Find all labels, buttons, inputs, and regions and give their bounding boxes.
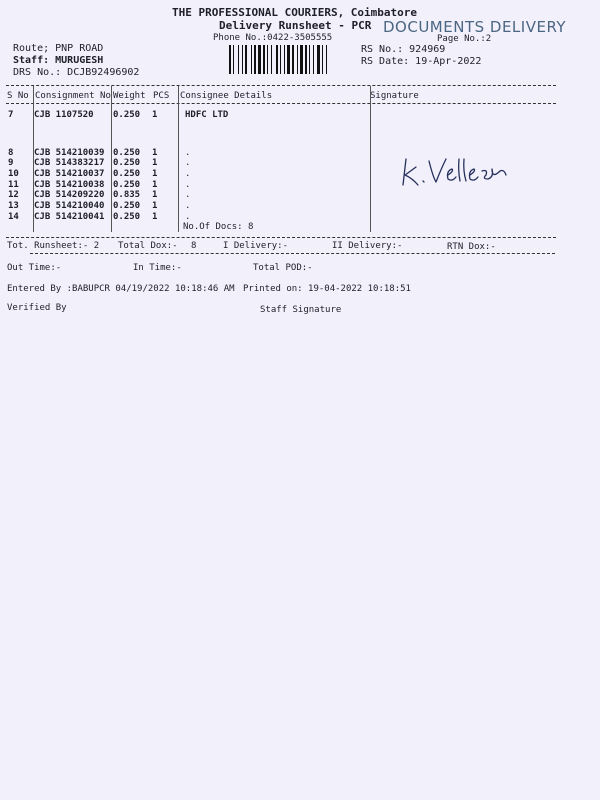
cell-sno: 10: [8, 169, 19, 179]
cell-pcs: 1: [152, 110, 158, 120]
cell-consignment: CJB 514210040: [34, 201, 105, 211]
barcode-bar: [251, 45, 252, 74]
barcode-bar: [258, 45, 261, 74]
barcode-bar: [309, 45, 310, 74]
cell-pcs: 1: [152, 190, 158, 200]
cell-weight: 0.250: [113, 212, 141, 222]
cell-pcs: 1: [152, 158, 158, 168]
out-time: Out Time:-: [7, 263, 62, 273]
second-delivery: II Delivery:-: [332, 241, 403, 251]
rs-date: RS Date: 19-Apr-2022: [361, 56, 482, 67]
barcode-bar: [229, 45, 231, 74]
cell-weight: 0.835: [113, 190, 141, 200]
cell-consignee: .: [185, 201, 191, 211]
cell-consignment: CJB 514383217: [34, 158, 105, 168]
total-pod: Total POD:-: [253, 263, 313, 273]
cell-consignee: HDFC LTD: [185, 110, 229, 120]
barcode-bar: [242, 45, 243, 74]
total-dox-label: Total Dox:-: [118, 241, 178, 251]
col-line: [178, 86, 179, 232]
route-label: Route; PNP ROAD: [13, 43, 104, 54]
cell-pcs: 1: [152, 169, 158, 179]
col-line: [111, 86, 112, 232]
company-title: THE PROFESSIONAL COURIERS, Coimbatore: [172, 6, 418, 19]
cell-pcs: 1: [152, 180, 158, 190]
total-dox-value: 8: [191, 241, 197, 251]
col-header-sno: S No: [7, 91, 29, 101]
cell-consignee: .: [185, 212, 191, 222]
barcode-bar: [233, 45, 234, 74]
col-header-signature: Signature: [370, 91, 419, 101]
table-header-divider: [6, 103, 556, 104]
cell-consignee: .: [185, 148, 191, 158]
verified-by: Verified By: [7, 303, 67, 313]
cell-consignment: CJB 514210039: [34, 148, 105, 158]
rtn-dox: RTN Dox:-: [447, 242, 496, 252]
recipient-signature: [396, 155, 508, 191]
cell-sno: 7: [8, 110, 14, 120]
cell-weight: 0.250: [113, 169, 141, 179]
cell-consignee: .: [185, 169, 191, 179]
cell-pcs: 1: [152, 201, 158, 211]
barcode-bar: [313, 45, 314, 74]
barcode-bar: [292, 45, 294, 74]
in-time: In Time:-: [133, 263, 182, 273]
table-top-divider: [6, 85, 556, 86]
cell-consignee: .: [185, 158, 191, 168]
barcode-bar: [305, 45, 307, 74]
cell-consignment: CJB 1107520: [34, 110, 94, 120]
col-header-pcs: PCS: [153, 91, 170, 101]
phone-number: Phone No.:0422-3505555: [213, 33, 333, 43]
barcode-bar: [276, 45, 278, 74]
col-line: [370, 86, 371, 232]
col-header-consignee: Consignee Details: [180, 91, 273, 101]
cell-consignee: .: [185, 180, 191, 190]
col-header-consignment: Consignment No: [35, 91, 111, 101]
barcode: [229, 45, 356, 74]
col-header-weight: Weight: [113, 91, 146, 101]
cell-weight: 0.250: [113, 110, 141, 120]
barcode-bar: [245, 45, 247, 74]
barcode-bar: [317, 45, 320, 74]
cell-consignment: CJB 514209220: [34, 190, 105, 200]
documents-delivery-stamp: DOCUMENTS DELIVERY: [383, 18, 567, 36]
cell-weight: 0.250: [113, 180, 141, 190]
cell-sno: 12: [8, 190, 19, 200]
runsheet-subtitle: Delivery Runsheet - PCR: [219, 19, 372, 32]
staff-label: Staff: MURUGESH: [13, 55, 104, 66]
cell-consignment: CJB 514210041: [34, 212, 105, 222]
cell-sno: 9: [8, 158, 14, 168]
barcode-bar: [326, 45, 327, 74]
cell-sno: 8: [8, 148, 14, 158]
entered-by: Entered By :BABUPCR 04/19/2022 10:18:46 AM: [7, 284, 235, 294]
table-bottom-divider: [6, 237, 556, 238]
barcode-bar: [287, 45, 290, 74]
barcode-bar: [271, 45, 272, 74]
barcode-bar: [238, 45, 239, 74]
cell-pcs: 1: [152, 212, 158, 222]
cell-weight: 0.250: [113, 158, 141, 168]
barcode-bar: [300, 45, 303, 74]
cell-sno: 11: [8, 180, 19, 190]
cell-consignee: .: [185, 190, 191, 200]
total-runsheet: Tot. Runsheet:- 2: [7, 241, 100, 251]
first-delivery: I Delivery:-: [223, 241, 289, 251]
printed-on: Printed on: 19-04-2022 10:18:51: [243, 284, 411, 294]
cell-sno: 14: [8, 212, 19, 222]
barcode-bar: [284, 45, 285, 74]
cell-consignment: CJB 514210037: [34, 169, 105, 179]
cell-consignment: CJB 514210038: [34, 180, 105, 190]
barcode-bar: [267, 45, 268, 74]
barcode-bar: [263, 45, 265, 74]
barcode-bar: [280, 45, 281, 74]
cell-weight: 0.250: [113, 201, 141, 211]
cell-weight: 0.250: [113, 148, 141, 158]
drs-number: DRS No.: DCJB92496902: [13, 67, 140, 78]
barcode-bar: [297, 45, 298, 74]
rs-number: RS No.: 924969: [361, 44, 446, 55]
page-number: Page No.:2: [437, 34, 492, 44]
no-of-docs: No.Of Docs: 8: [183, 222, 254, 232]
staff-signature: Staff Signature: [260, 305, 342, 315]
barcode-bar: [254, 45, 256, 74]
barcode-bar: [322, 45, 323, 74]
cell-sno: 13: [8, 201, 19, 211]
cell-pcs: 1: [152, 148, 158, 158]
totals-divider: [30, 253, 555, 254]
